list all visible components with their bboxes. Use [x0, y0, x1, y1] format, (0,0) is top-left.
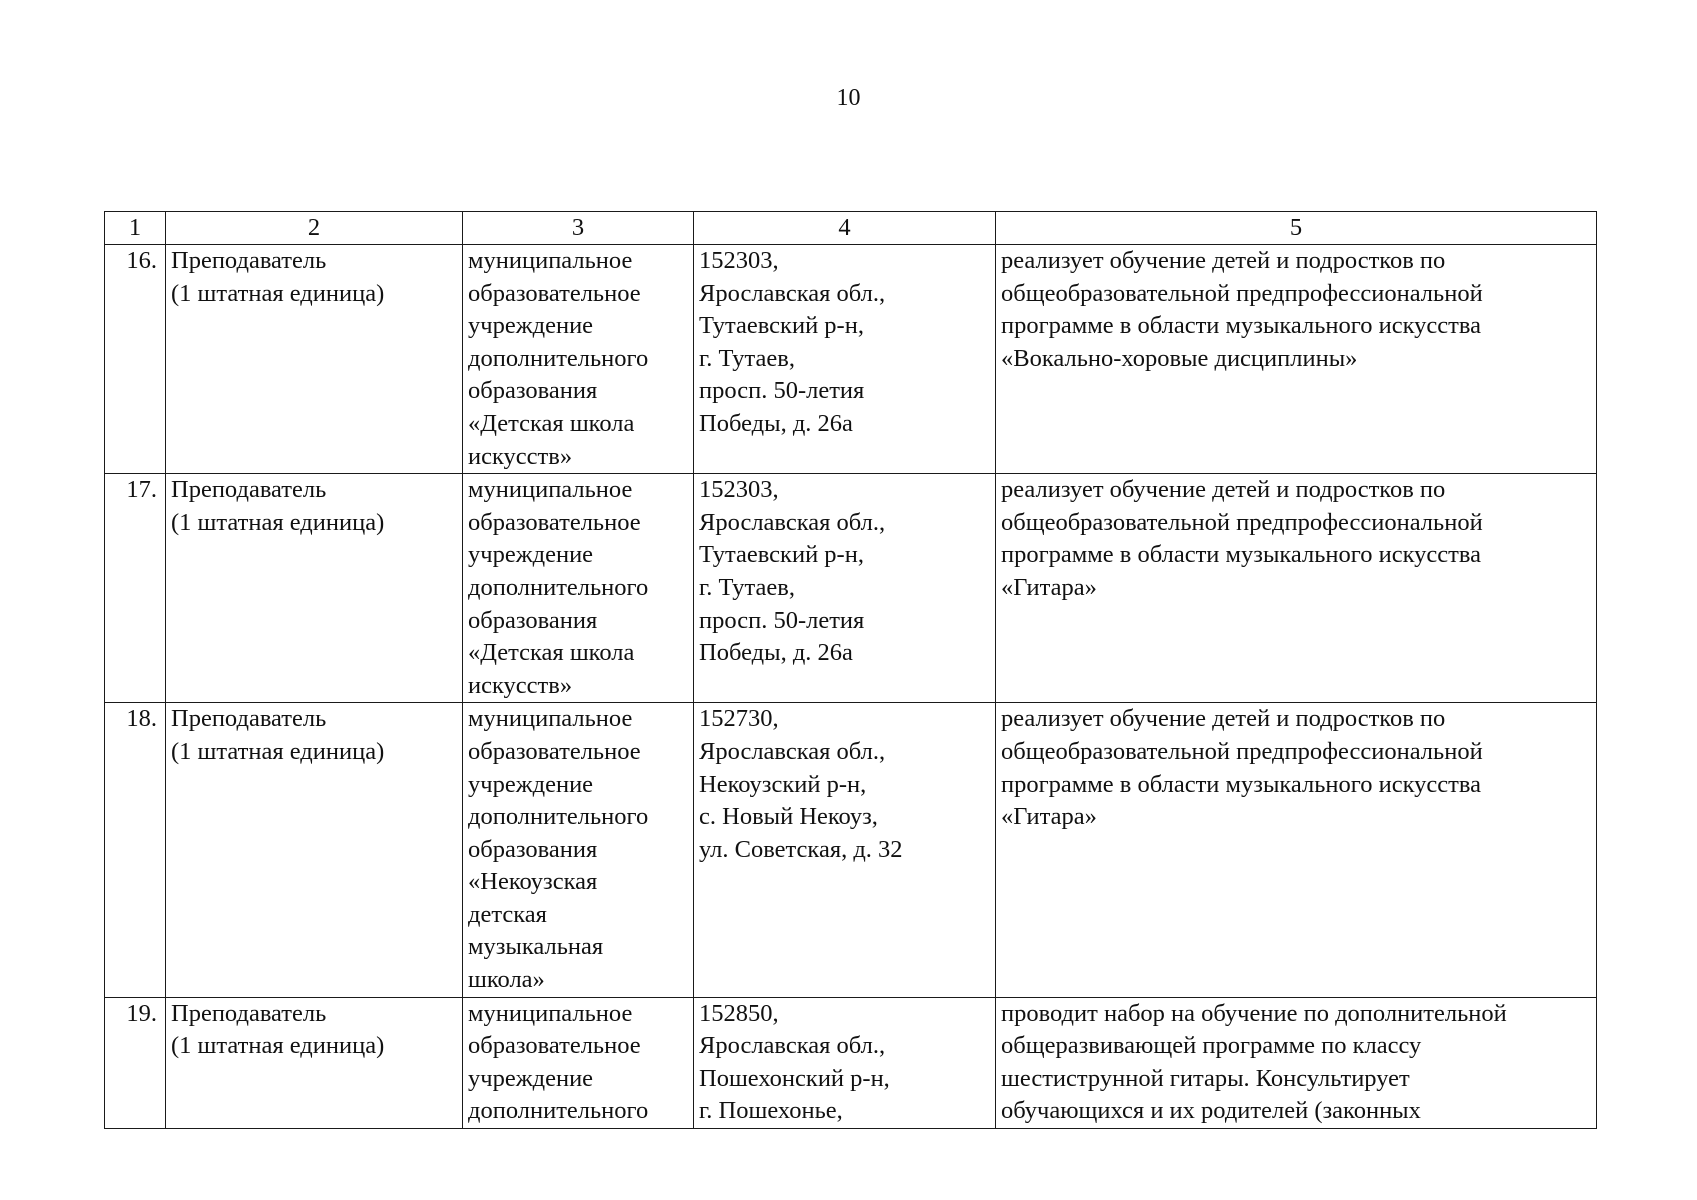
- header-cell-4: 4: [694, 212, 996, 245]
- institution-line: образования: [468, 377, 598, 405]
- address-line: Победы, д. 26а: [699, 639, 853, 667]
- address-line: Ярославская обл.,: [699, 508, 886, 536]
- address-line: Тутаевский р-н,: [699, 312, 864, 340]
- description-line: обучающихся и их родителей (законных: [1001, 1097, 1421, 1125]
- description-line: общеобразовательной предпрофессиональной: [1001, 737, 1483, 765]
- institution-line: муниципальное: [468, 705, 633, 733]
- description-line: реализует обучение детей и подростков по: [1001, 476, 1446, 504]
- position-cell: [166, 245, 463, 474]
- address-line: Ярославская обл.,: [699, 1032, 886, 1060]
- table-row: [105, 474, 1597, 703]
- institution-line: учреждение: [468, 1064, 594, 1092]
- description-line: проводит набор на обучение по дополнительной: [1001, 999, 1507, 1027]
- header-cell-3: 3: [463, 212, 694, 245]
- address-line: 152303,: [699, 247, 779, 274]
- institution-line: учреждение: [468, 541, 594, 569]
- description-line: общеразвивающей программе по классу: [1001, 1032, 1422, 1060]
- institution-line: муниципальное: [468, 999, 633, 1027]
- table-row: [105, 703, 1597, 997]
- institution-line: образовательное: [468, 279, 641, 307]
- description-line: «Гитара»: [1001, 573, 1097, 601]
- position-line: Преподаватель: [171, 476, 327, 504]
- position-line: Преподаватель: [171, 247, 327, 274]
- row-number: 18.: [105, 703, 166, 997]
- address-line: 152850,: [699, 999, 779, 1027]
- address-cell: [694, 997, 996, 1128]
- description-line: общеобразовательной предпрофессиональной: [1001, 279, 1483, 307]
- institution-line: учреждение: [468, 312, 594, 340]
- address-line: г. Тутаев,: [699, 573, 795, 601]
- institution-line: дополнительного: [468, 344, 649, 372]
- address-line: 152303,: [699, 476, 779, 504]
- institution-cell: [463, 703, 694, 997]
- address-line: 152730,: [699, 705, 779, 733]
- table-row: [105, 245, 1597, 474]
- description-line: программе в области музыкального искусства: [1001, 541, 1481, 569]
- institution-cell: [463, 997, 694, 1128]
- position-cell: [166, 474, 463, 703]
- institution-line: муниципальное: [468, 247, 633, 274]
- header-row: [105, 212, 1597, 245]
- institution-line: образовательное: [468, 508, 641, 536]
- institution-line: школа»: [468, 966, 545, 994]
- institution-line: «Детская школа: [468, 409, 635, 437]
- description-line: программе в области музыкального искусства: [1001, 312, 1481, 340]
- address-line: Ярославская обл.,: [699, 279, 886, 307]
- header-cell-1: 1: [105, 212, 166, 245]
- description-cell: [996, 997, 1597, 1128]
- institution-cell: [463, 474, 694, 703]
- institution-line: детская: [468, 900, 547, 928]
- institution-line: дополнительного: [468, 573, 649, 601]
- institution-line: «Детская школа: [468, 639, 635, 667]
- address-line: Ярославская обл.,: [699, 737, 886, 765]
- description-cell: [996, 703, 1597, 997]
- description-line: «Гитара»: [1001, 803, 1097, 831]
- institution-cell: [463, 245, 694, 474]
- position-cell: [166, 703, 463, 997]
- address-line: Пошехонский р-н,: [699, 1064, 890, 1092]
- institution-line: муниципальное: [468, 476, 633, 504]
- header-cell-5: 5: [996, 212, 1597, 245]
- page-number: 10: [836, 85, 861, 111]
- position-line: (1 штатная единица): [171, 279, 385, 307]
- position-line: (1 штатная единица): [171, 1032, 385, 1060]
- institution-line: образования: [468, 835, 598, 863]
- institution-line: дополнительного: [468, 1097, 649, 1125]
- position-line: Преподаватель: [171, 999, 327, 1027]
- address-line: просп. 50-летия: [699, 606, 865, 634]
- description-cell: [996, 245, 1597, 474]
- description-line: общеобразовательной предпрофессиональной: [1001, 508, 1483, 536]
- address-cell: [694, 703, 996, 997]
- institution-line: «Некоузская: [468, 868, 598, 896]
- row-number: 17.: [105, 474, 166, 703]
- position-cell: [166, 997, 463, 1128]
- row-number: 16.: [105, 245, 166, 474]
- address-line: просп. 50-летия: [699, 377, 865, 405]
- description-line: программе в области музыкального искусства: [1001, 770, 1481, 798]
- position-line: (1 штатная единица): [171, 508, 385, 536]
- address-line: Победы, д. 26а: [699, 409, 853, 437]
- institution-line: образования: [468, 606, 598, 634]
- address-line: г. Тутаев,: [699, 344, 795, 372]
- institution-line: искусств»: [468, 442, 573, 470]
- row-number: 19.: [105, 997, 166, 1128]
- institution-line: образовательное: [468, 737, 641, 765]
- position-line: (1 штатная единица): [171, 737, 385, 765]
- institution-line: образовательное: [468, 1032, 641, 1060]
- address-line: Некоузский р-н,: [699, 770, 867, 798]
- institution-line: дополнительного: [468, 803, 649, 831]
- description-cell: [996, 474, 1597, 703]
- position-line: Преподаватель: [171, 705, 327, 733]
- address-line: ул. Советская, д. 32: [699, 835, 903, 863]
- description-line: «Вокально-хоровые дисциплины»: [1001, 344, 1358, 372]
- address-line: Тутаевский р-н,: [699, 541, 864, 569]
- description-line: реализует обучение детей и подростков по: [1001, 247, 1446, 274]
- description-line: реализует обучение детей и подростков по: [1001, 705, 1446, 733]
- vacancy-table: [104, 211, 1597, 1129]
- header-cell-2: 2: [166, 212, 463, 245]
- address-line: с. Новый Некоуз,: [699, 803, 878, 831]
- institution-line: искусств»: [468, 671, 573, 699]
- institution-line: учреждение: [468, 770, 594, 798]
- table-row: [105, 997, 1597, 1128]
- address-line: г. Пошехонье,: [699, 1097, 843, 1125]
- address-cell: [694, 245, 996, 474]
- description-line: шестиструнной гитары. Консультирует: [1001, 1064, 1410, 1092]
- institution-line: музыкальная: [468, 933, 604, 961]
- address-cell: [694, 474, 996, 703]
